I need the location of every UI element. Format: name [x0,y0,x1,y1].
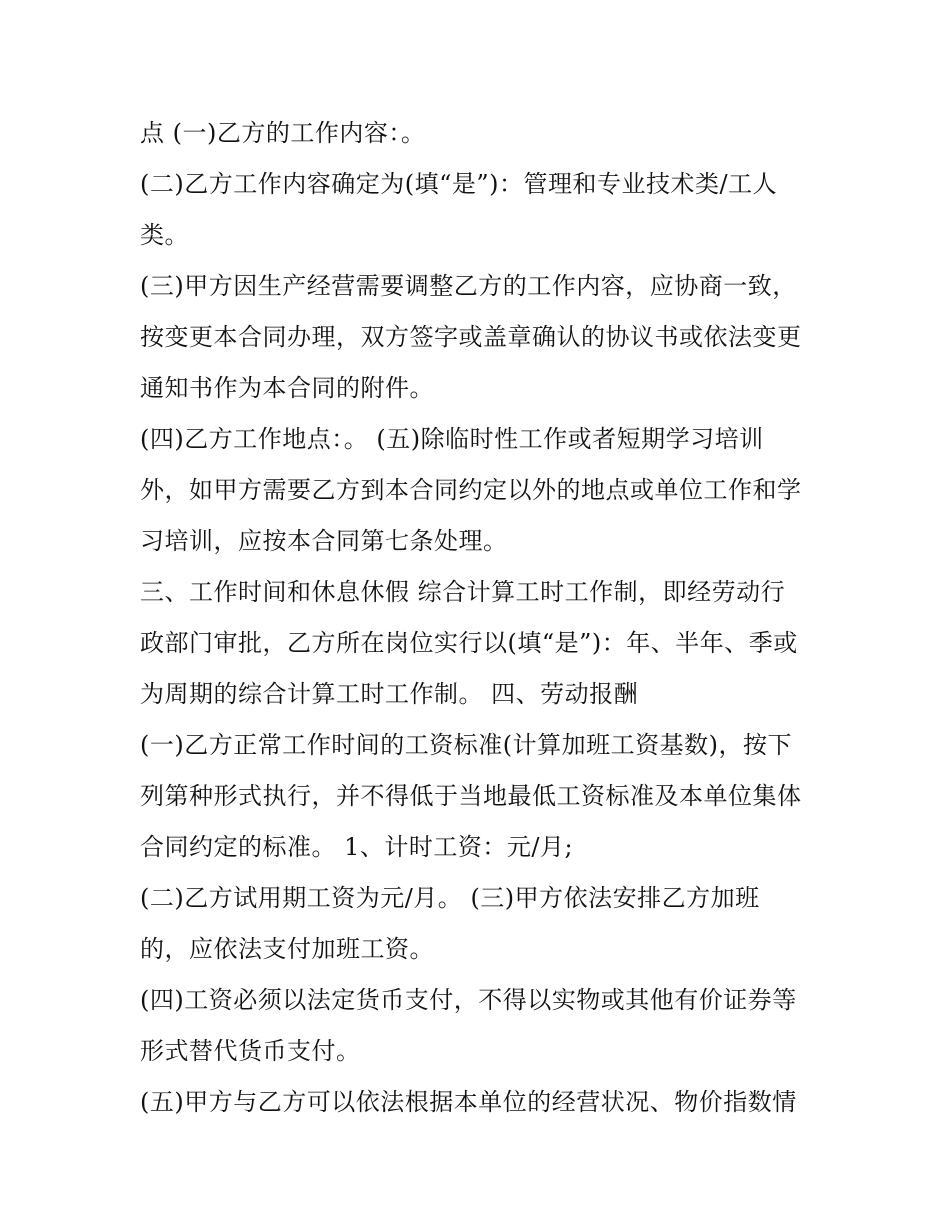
text-line: 合同约定的标准。 1、计时工资：元/月; [140,833,574,861]
text-line: (五)甲方与乙方可以依法根据本单位的经营状况、物价指数情 [140,1088,797,1116]
text-line: 点 (一)乙方的工作内容：。 [140,119,426,147]
text-line: 为周期的综合计算工时工作制。 四、劳动报酬 [140,680,639,708]
text-line: (四)乙方工作地点：。 (五)除临时性工作或者短期学习培训 [140,425,764,453]
text-line: (三)甲方因生产经营需要调整乙方的工作内容，应协商一致， [140,272,797,300]
contract-body-text [140,108,820,1128]
text-line: 习培训，应按本合同第七条处理。 [140,527,508,555]
text-line: 类。 [140,221,189,249]
text-line: 列第种形式执行，并不得低于当地最低工资标准及本单位集体 [140,782,802,810]
text-line: (四)工资必须以法定货币支付，不得以实物或其他有价证券等 [140,986,797,1014]
text-line: 按变更本合同办理，双方签字或盖章确认的协议书或依法变更 [140,323,802,351]
text-line: 的，应依法支付加班工资。 [140,935,434,963]
text-line: 政部门审批，乙方所在岗位实行以(填“是”)：年、半年、季或 [140,629,798,657]
text-line: 通知书作为本合同的附件。 [140,374,434,402]
text-line: 形式替代货币支付。 [140,1037,361,1065]
text-line: (二)乙方工作内容确定为(填“是”)：管理和专业技术类/工人 [140,170,778,198]
text-line: (一)乙方正常工作时间的工资标准(计算加班工资基数)，按下 [140,731,792,759]
text-line: 外，如甲方需要乙方到本合同约定以外的地点或单位工作和学 [140,476,802,504]
text-line: (二)乙方试用期工资为元/月。 (三)甲方依法安排乙方加班 [140,884,760,912]
text-line: 三、工作时间和休息休假 综合计算工时工作制，即经劳动行 [140,578,786,606]
